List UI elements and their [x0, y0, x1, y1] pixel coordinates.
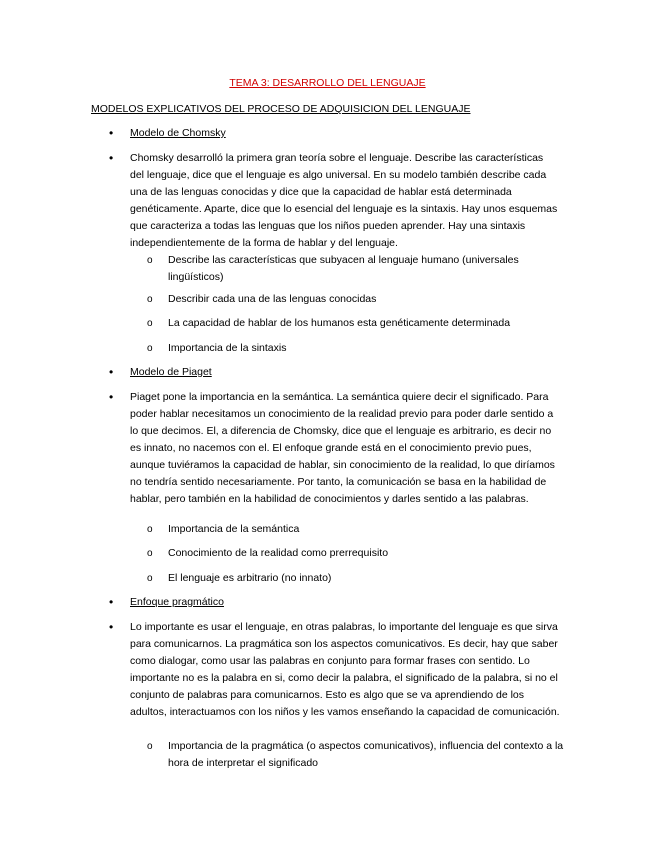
sub-bullet-marker: o — [147, 548, 153, 559]
sub-bullet-marker: o — [147, 343, 153, 354]
bullet-marker: • — [109, 151, 114, 165]
paragraph-chomsky: Chomsky desarrolló la primera gran teoría sobre el lenguaje. Describe las características del lenguaje, dice que el lenguaje es algo universal. En su modelo también describe cada una de las lenguas conocidas y dice que la capacidad de hablar está determinada genéticamente. Aparte, dice que lo esencial del lenguaje es la sintaxis. Hay unos esquemas que caracteriza a todas las lenguas que los niños pueden aprender. Hay una sintaxis independientemente de la forma de hablar y del lenguaje. — [130, 152, 558, 249]
paragraph-piaget: Piaget pone la importancia en la semántica. La semántica quiere decir el significado. Para poder hablar necesitamos un conocimiento de la realidad previo para poder darle sentido a lo que decimos. El, a diferencia de Chomsky, dice que el lenguaje es arbitrario, es decir no es innato, no nacemos con el. El enfoque grande está en el conocimiento previo pues, aunque tuviéramos la capacidad de hablar, sin conocimiento de la realidad, lo que diríamos no tendría sentido necesariamente. Por tanto, la comunicación se basa en la habilidad de hablar, pero también en la habilidad de conocimientos y darles sentido a las palabras. — [130, 391, 555, 505]
sub-bullet-marker: o — [147, 524, 153, 535]
list-item: Importancia de la pragmática (o aspectos comunicativos), influencia del contexto a la hora de interpretar el significado — [168, 740, 564, 769]
document-subtitle: MODELOS EXPLICATIVOS DEL PROCESO DE ADQUISICION DEL LENGUAJE — [91, 103, 471, 115]
sub-bullet-marker: o — [147, 318, 153, 329]
paragraph-pragmatico: Lo importante es usar el lenguaje, en otras palabras, lo importante del lenguaje es que sirva para comunicarnos. La pragmática son los aspectos comunicativos. Es decir, hay que saber como dialogar, como usar las palabras en conjunto para formar frases con sentido. Lo importante no es la palabra en si, como decir la palabra, el significado de la palabra, si no el conjunto de palabras para comunicarnos. Esto es algo que se va aprendiendo de los adultos, interactuamos con los niños y les vamos enseñando la capacidad de comunicación. — [130, 621, 560, 718]
bullet-marker: • — [109, 390, 114, 404]
bullet-marker: • — [109, 595, 114, 609]
section-heading-chomsky: Modelo de Chomsky — [130, 127, 226, 139]
sub-bullet-marker: o — [147, 294, 153, 305]
list-item: Importancia de la sintaxis — [168, 342, 287, 354]
sub-bullet-marker: o — [147, 741, 153, 752]
list-item: Describir cada una de las lenguas conocidas — [168, 293, 377, 305]
section-heading-piaget: Modelo de Piaget — [130, 366, 212, 378]
bullet-marker: • — [109, 126, 114, 140]
list-item: La capacidad de hablar de los humanos esta genéticamente determinada — [168, 317, 511, 329]
list-item: Importancia de la semántica — [168, 523, 300, 535]
sub-bullet-marker: o — [147, 573, 153, 584]
sub-bullet-marker: o — [147, 255, 153, 266]
list-item: Conocimiento de la realidad como prerrequisito — [168, 547, 389, 559]
bullet-marker: • — [109, 620, 114, 634]
document-title: TEMA 3: DESARROLLO DEL LENGUAJE — [229, 77, 426, 89]
list-item: El lenguaje es arbitrario (no innato) — [168, 572, 332, 584]
list-item: Describe las características que subyacen al lenguaje humano (universales lingüísticos) — [168, 254, 519, 283]
bullet-marker: • — [109, 365, 114, 379]
section-heading-pragmatico: Enfoque pragmático — [130, 596, 224, 608]
